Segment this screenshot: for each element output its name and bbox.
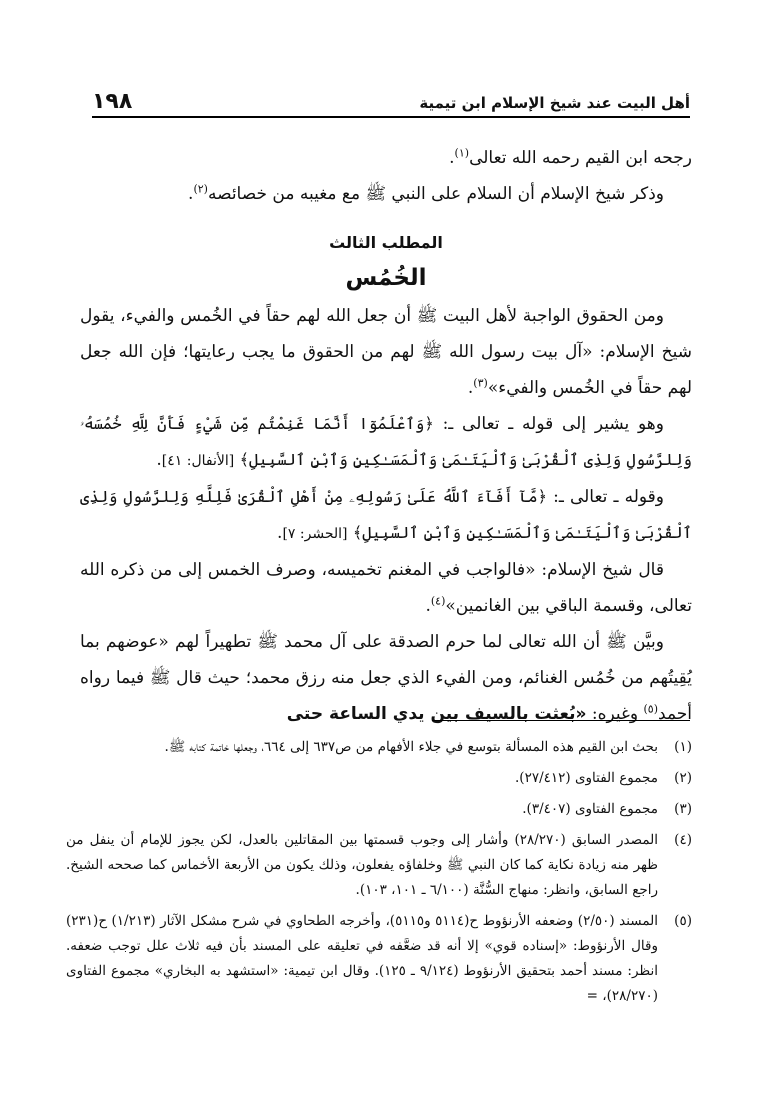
paragraph: وذكر شيخ الإسلام أن السلام على النبي ﷺ مع مغيبه من خصائصه$^{(٢)}$. bbox=[188, 182, 664, 204]
paragraph: قال شيخ الإسلام: «فالواجب في المغنم تخميسه، وصرف الخمس إلى من ذكره الله تعالى، وقسمة الباقي بين الغانمين»$^{(٤)}$. bbox=[80, 560, 692, 616]
page-number: ١٩٨ bbox=[92, 89, 133, 114]
footnote-ref[interactable]: (٥) bbox=[643, 702, 659, 716]
footnote-ref[interactable]: (٣) bbox=[473, 376, 488, 390]
hadith-text: «بُعثت بالسيف بين يدي الساعة حتى bbox=[286, 704, 587, 724]
footnote-ref[interactable]: (١) bbox=[454, 146, 470, 160]
footnote bbox=[66, 766, 692, 791]
paragraph: ومن الحقوق الواجبة لأهل البيت ﷺ أن جعل الله لهم حقاً في الخُمس والفيء، يقول شيخ الإسلام: «آل بيت رسول الله ﷺ لهم من الحقوق ما يجب رعايتها؛ فإن الله جعل لهم حقاً في الخُمس والفيء»$^{(٣)}$. bbox=[80, 306, 692, 398]
running-title: أهل البيت عند شيخ الإسلام ابن تيمية bbox=[419, 94, 690, 112]
main-text bbox=[80, 140, 692, 732]
footnote-number: (٢) bbox=[674, 770, 692, 786]
quran-verse: ﴿مَّآ أَفَآءَ ٱللَّهُ عَلَىٰ رَسُولِهِۦ مِنْ أَهْلِ ٱلْقُرَىٰ فَلِلَّهِ وَلِلرَّسُولِ وَلِذِى ٱلْقُرْبَىٰ وَٱلْيَتَـٰمَىٰ وَٱلْمَسَـٰكِينِ وَٱبْنِ ٱلسَّبِيلِ﴾ bbox=[80, 487, 692, 542]
footnote-text: بحث ابن القيم هذه المسألة بتوسع في جلاء الأفهام من ص٦٣٧ إلى ٦٦٤، وجعلها خاتمة كتابه ﷺ. bbox=[164, 739, 658, 755]
footnotes bbox=[66, 735, 692, 1015]
verse-reference: [الحشر: ٧] bbox=[282, 526, 348, 542]
paragraph: رجحه ابن القيم رحمه الله تعالى$^{(١)}$. bbox=[449, 146, 692, 168]
verse-reference: [الأنفال: ٤١] bbox=[161, 453, 235, 469]
quran-verse: ﴿وَٱعْلَمُوٓا أَنَّمَا غَنِمْتُم مِّن شَيْءٍ فَأَنَّ لِلَّهِ خُمُسَهُۥ وَلِلرَّسُولِ وَلِذِى ٱلْقُرْبَىٰ وَٱلْيَتَـٰمَىٰ وَٱلْمَسَـٰكِينِ وَٱبْنِ ٱلسَّبِيلِ﴾ bbox=[80, 414, 692, 469]
footnote-text: مجموع الفتاوى (٣/٤٠٧). bbox=[522, 801, 658, 817]
page-header bbox=[92, 82, 690, 118]
footnote-ref[interactable]: (٤) bbox=[430, 594, 446, 608]
footnote-ref[interactable]: (٢) bbox=[193, 182, 208, 196]
footnote-number: (١) bbox=[674, 739, 692, 755]
paragraph: وهو يشير إلى قوله ـ تعالى ـ: ﴿وَٱعْلَمُوٓا أَنَّمَا غَنِمْتُم مِّن شَيْءٍ فَأَنَّ لِلَّهِ خُمُسَهُۥ وَلِلرَّسُولِ وَلِذِى ٱلْقُرْبَىٰ وَٱلْيَتَـٰمَىٰ وَٱلْمَسَـٰكِينِ وَٱبْنِ ٱلسَّبِيلِ﴾ [الأنفال: ٤١]. bbox=[80, 414, 692, 470]
footnote-text: المصدر السابق (٢٨/٢٧٠) وأشار إلى وجوب قسمتها بين المقاتلين بالعدل، لكن يجوز للإمام أن ينفل من ظهر منه زيادة نكاية كما كان النبي ﷺ وخلفاؤه يفعلون، وذلك يكون من الأربعة الأخماس كما صححه الشيخ. راجع السابق، وانظر: منهاج السُّنَّة (٦/١٠٠ ـ ١٠١، ١٠٣). bbox=[66, 832, 658, 898]
footnote bbox=[66, 797, 692, 822]
footnote-number: (٥) bbox=[674, 913, 692, 929]
paragraph: وقوله ـ تعالى ـ: ﴿مَّآ أَفَآءَ ٱللَّهُ عَلَىٰ رَسُولِهِۦ مِنْ أَهْلِ ٱلْقُرَىٰ فَلِلَّهِ وَلِلرَّسُولِ وَلِذِى ٱلْقُرْبَىٰ وَٱلْيَتَـٰمَىٰ وَٱلْمَسَـٰكِينِ وَٱبْنِ ٱلسَّبِيلِ﴾ [الحشر: ٧]. bbox=[80, 487, 692, 543]
section-heading: المطلب الثالث bbox=[329, 233, 443, 252]
footnote bbox=[66, 828, 692, 903]
footnote-divider bbox=[432, 720, 690, 721]
paragraph: وبيَّن ﷺ أن الله تعالى لما حرم الصدقة على آل محمد ﷺ تطهيراً لهم «عوضهم بما يُقِيتُهم من خُمُس الغنائم، ومن الفيء الذي جعل منه رزق محمد؛ حيث قال ﷺ فيما رواه أحمد$^{(٥)}$ وغيره: «بُعثت بالسيف بين يدي الساعة حتى bbox=[80, 632, 692, 724]
footnote bbox=[66, 735, 692, 760]
footnote-number: (٤) bbox=[674, 832, 692, 848]
section-title: الخُمُس bbox=[345, 265, 427, 291]
footnote-number: (٣) bbox=[674, 801, 692, 817]
footnote-text: مجموع الفتاوى (٢٧/٤١٢). bbox=[515, 770, 658, 786]
footnote bbox=[66, 909, 692, 1009]
footnote-text: المسند (٢/٥٠) وضعفه الأرنؤوط ح(٥١١٤ و٥١١٥)، وأخرجه الطحاوي في شرح مشكل الآثار (١/٢١٣) ح(٢٣١) وقال الأرنؤوط: «إسناده قوي» إلا أنه قد ضعَّفه في تعليقه على المسند بأن فيه ثلاث علل توجب ضعفه. انظر: مسند أحمد بتحقيق الأرنؤوط (٩/١٢٤ ـ ١٢٥). وقال ابن تيمية: «استشهد به البخاري» مجموع الفتاوى (٢٨/٢٧٠)، = bbox=[66, 913, 659, 1004]
